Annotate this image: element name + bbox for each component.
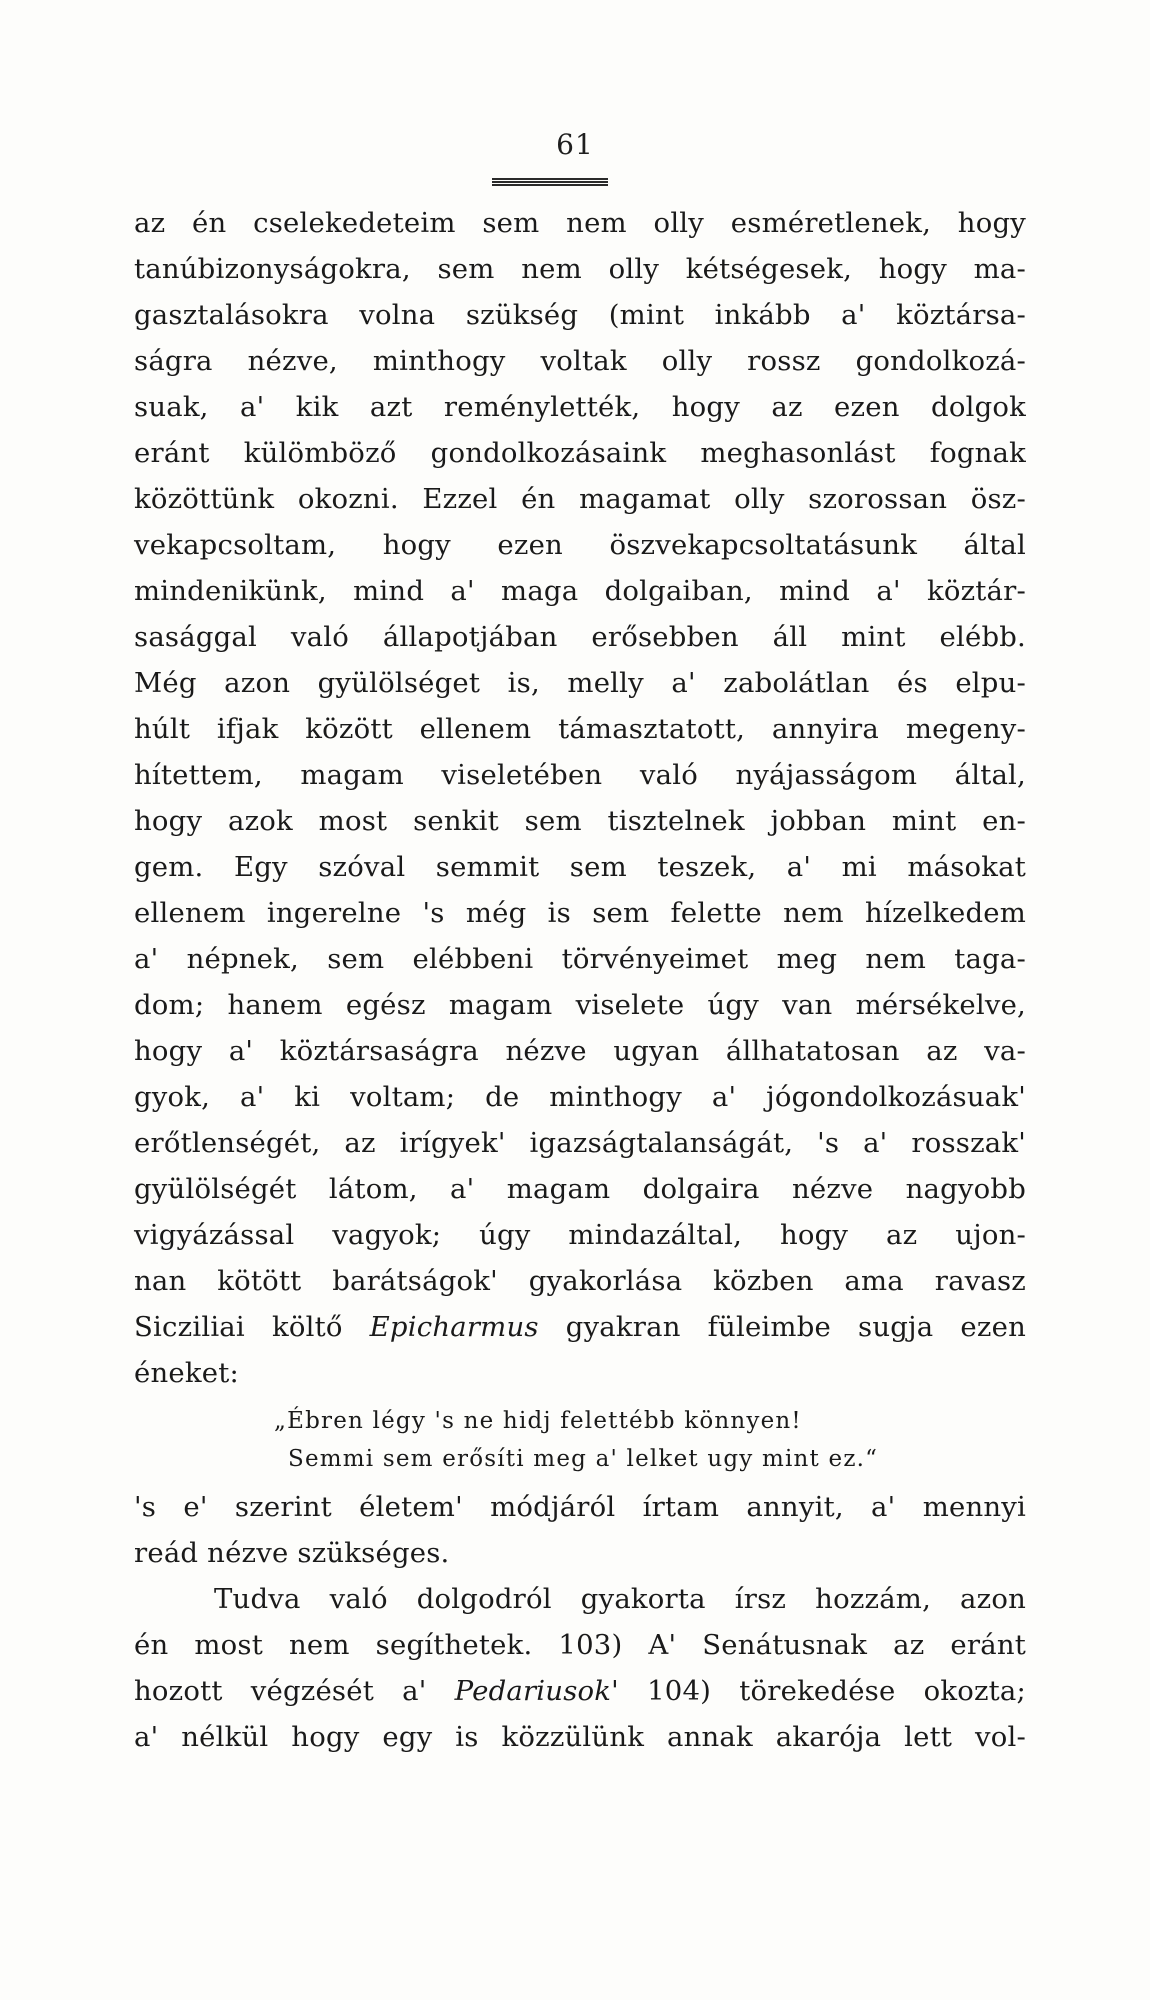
text-line: vekapcsoltam, hogy ezen öszvekapcsoltatásunk által	[134, 529, 1026, 561]
text-line: reád nézve szükséges.	[134, 1537, 450, 1569]
text-line: eránt külömböző gondolkozásaink meghasonlást fognak	[134, 437, 1026, 469]
page-number: 61	[556, 128, 594, 161]
text-line: közöttünk okozni. Ezzel én magamat olly szorossan ösz-	[134, 483, 1026, 515]
text-line: éneket:	[134, 1357, 239, 1389]
text-line: az én cselekedeteim sem nem olly esméretlenek, hogy	[134, 207, 1026, 239]
text-line: tanúbizonyságokra, sem nem olly kétségesek, hogy ma-	[134, 253, 1026, 285]
text-segment: hozott végzését a'	[134, 1675, 427, 1707]
text-line: suak, a' kik azt reménylették, hogy az ezen dolgok	[134, 391, 1026, 423]
text-line: sasággal való állapotjában erősebben áll mint elébb.	[134, 621, 1026, 653]
text-line: gyülölségét látom, a' magam dolgaira nézve nagyobb	[134, 1173, 1026, 1205]
text-line: Még azon gyülölséget is, melly a' zabolátlan és elpu-	[134, 667, 1026, 699]
text-line: a' nélkül hogy egy is közzülünk annak akarója lett vol-	[134, 1721, 1026, 1753]
text-segment: gyakran füleimbe sugja ezen	[565, 1311, 1026, 1343]
text-line: 's e' szerint életem' módjáról írtam annyit, a' mennyi	[134, 1491, 1026, 1523]
header-rule	[492, 178, 608, 186]
text-line: Tudva való dolgodról gyakorta írsz hozzám, azon	[214, 1583, 1026, 1615]
italic-name: Epicharmus	[369, 1311, 539, 1343]
text-segment: Sicziliai költő	[134, 1311, 343, 1343]
text-line: a' népnek, sem elébbeni törvényeimet meg nem taga-	[134, 943, 1026, 975]
body-text	[134, 200, 1026, 1760]
text-line: ságra nézve, minthogy voltak olly rossz gondolkozá-	[134, 345, 1026, 377]
text-line: nan kötött barátságok' gyakorlása közben ama ravasz	[134, 1265, 1026, 1297]
text-line: gasztalásokra volna szükség (mint inkább a' köztársa-	[134, 299, 1026, 331]
poem-line: Semmi sem erősíti meg a' lelket ugy mint ez.“	[288, 1446, 879, 1472]
text-line	[134, 1668, 1026, 1714]
italic-name: Pedariusok'	[454, 1675, 619, 1707]
text-line: gyok, a' ki voltam; de minthogy a' jógondolkozásuak'	[134, 1081, 1026, 1113]
text-line	[134, 1304, 1026, 1350]
text-line: erőtlenségét, az irígyek' igazságtalanságát, 's a' rosszak'	[134, 1127, 1026, 1159]
text-line: vigyázással vagyok; úgy mindazáltal, hogy az ujon-	[134, 1219, 1026, 1251]
text-line: mindenikünk, mind a' maga dolgaiban, mind a' köztár-	[134, 575, 1026, 607]
text-line: hogy azok most senkit sem tisztelnek jobban mint en-	[134, 805, 1026, 837]
text-segment: 104) törekedése okozta;	[647, 1675, 1026, 1707]
text-line: dom; hanem egész magam viselete úgy van mérsékelve,	[134, 989, 1026, 1021]
poem-line: „Ébren légy 's ne hidj felettébb könnyen!	[274, 1408, 802, 1434]
text-line: hítettem, magam viseletében való nyájasságom által,	[134, 759, 1026, 791]
text-line: én most nem segíthetek. 103) A' Senátusnak az eránt	[134, 1629, 1026, 1661]
text-line: húlt ifjak között ellenem támasztatott, annyira megeny-	[134, 713, 1026, 745]
text-line: ellenem ingerelne 's még is sem felette nem hízelkedem	[134, 897, 1026, 929]
text-line: gem. Egy szóval semmit sem teszek, a' mi másokat	[134, 851, 1026, 883]
text-line: hogy a' köztársaságra nézve ugyan állhatatosan az va-	[134, 1035, 1026, 1067]
